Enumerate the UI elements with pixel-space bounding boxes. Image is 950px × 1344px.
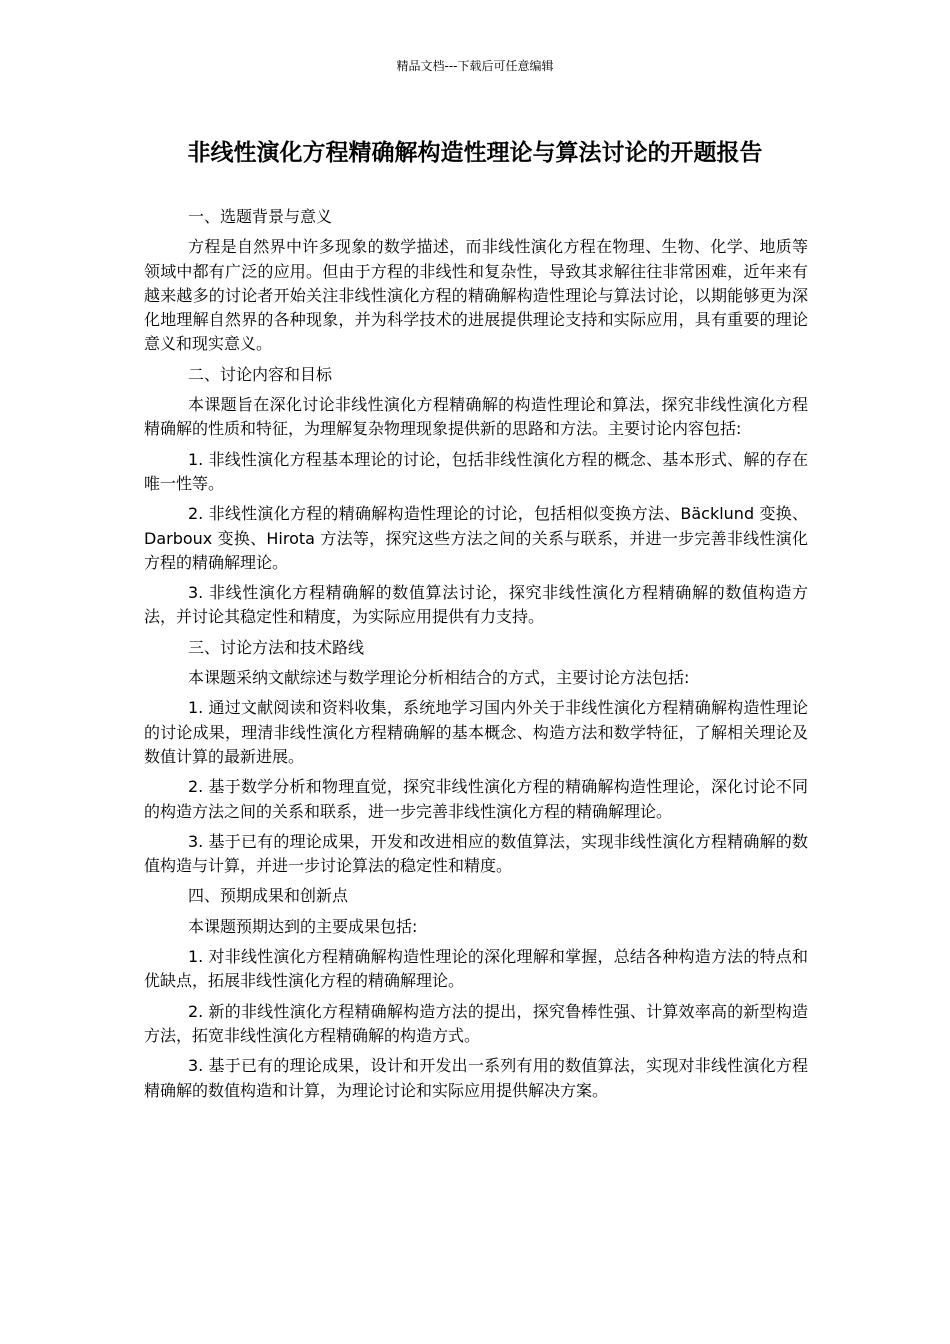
section-heading-content: 二、讨论内容和目标 [188, 364, 333, 384]
section-heading-outcomes: 四、预期成果和创新点 [188, 886, 349, 906]
paragraph-methods-intro: 本课题采纳文献综述与数学理论分析相结合的方式，主要讨论方法包括: [188, 668, 690, 688]
header-note: 精品文档---下载后可任意编辑 [396, 59, 554, 73]
list-item-outcomes-1: 1. 对非线性演化方程精确解构造性理论的深化理解和掌握，总结各种构造方法的特点和优缺点，拓展非线性演化方程的精确解理论。 [144, 947, 808, 991]
paragraph-background: 方程是自然界中许多现象的数学描述，而非线性演化方程在物理、生物、化学、地质等领域中都有广泛的应用。但由于方程的非线性和复杂性，导致其求解往往非常困难，近年来有越来越多的讨论者开始关注非线性演化方程的精确解构造性理论与算法讨论，以期能够更为深化地理解自然界的各种现象，并为科学技术的进展提供理论支持和实际应用，具有重要的理论意义和现实意义。 [144, 237, 808, 354]
paragraph-outcomes-intro: 本课题预期达到的主要成果包括: [188, 916, 418, 936]
list-item-content-2: 2. 非线性演化方程的精确解构造性理论的讨论，包括相似变换方法、Bäcklund 变换、Darboux 变换、Hirota 方法等，探究这些方法之间的关系与联系，并进一步完善非线性演化方程的精确解理论。 [144, 504, 808, 572]
document-body [144, 205, 808, 1109]
list-item-content-3: 3. 非线性演化方程精确解的数值算法讨论，探究非线性演化方程精确解的数值构造方法，并讨论其稳定性和精度，为实际应用提供有力支持。 [144, 583, 808, 627]
section-heading-background: 一、选题背景与意义 [188, 207, 333, 226]
list-item-outcomes-3: 3. 基于已有的理论成果，设计和开发出一系列有用的数值算法，实现对非线性演化方程精确解的数值构造和计算，为理论讨论和实际应用提供解决方案。 [144, 1056, 808, 1100]
list-item-content-1: 1. 非线性演化方程基本理论的讨论，包括非线性演化方程的概念、基本形式、解的存在唯一性等。 [144, 449, 808, 493]
list-item-methods-2: 2. 基于数学分析和物理直觉，探究非线性演化方程的精确解构造性理论，深化讨论不同的构造方法之间的关系和联系，进一步完善非线性演化方程的精确解理论。 [144, 777, 808, 821]
list-item-methods-1: 1. 通过文献阅读和资料收集，系统地学习国内外关于非线性演化方程精确解构造性理论的讨论成果，理清非线性演化方程精确解的基本概念、构造方法和数学特征，了解相关理论及数值计算的最新进展。 [144, 698, 808, 766]
section-heading-methods: 三、讨论方法和技术路线 [188, 637, 365, 657]
list-item-outcomes-2: 2. 新的非线性演化方程精确解构造方法的提出，探究鲁棒性强、计算效率高的新型构造方法，拓宽非线性演化方程精确解的构造方式。 [144, 1001, 808, 1045]
document-title: 非线性演化方程精确解构造性理论与算法讨论的开题报告 [187, 140, 763, 166]
paragraph-content-intro: 本课题旨在深化讨论非线性演化方程精确解的构造性理论和算法，探究非线性演化方程精确解的性质和特征，为理解复杂物理现象提供新的思路和方法。主要讨论内容包括: [144, 395, 808, 439]
list-item-methods-3: 3. 基于已有的理论成果，开发和改进相应的数值算法，实现非线性演化方程精确解的数值构造与计算，并进一步讨论算法的稳定性和精度。 [144, 831, 808, 876]
